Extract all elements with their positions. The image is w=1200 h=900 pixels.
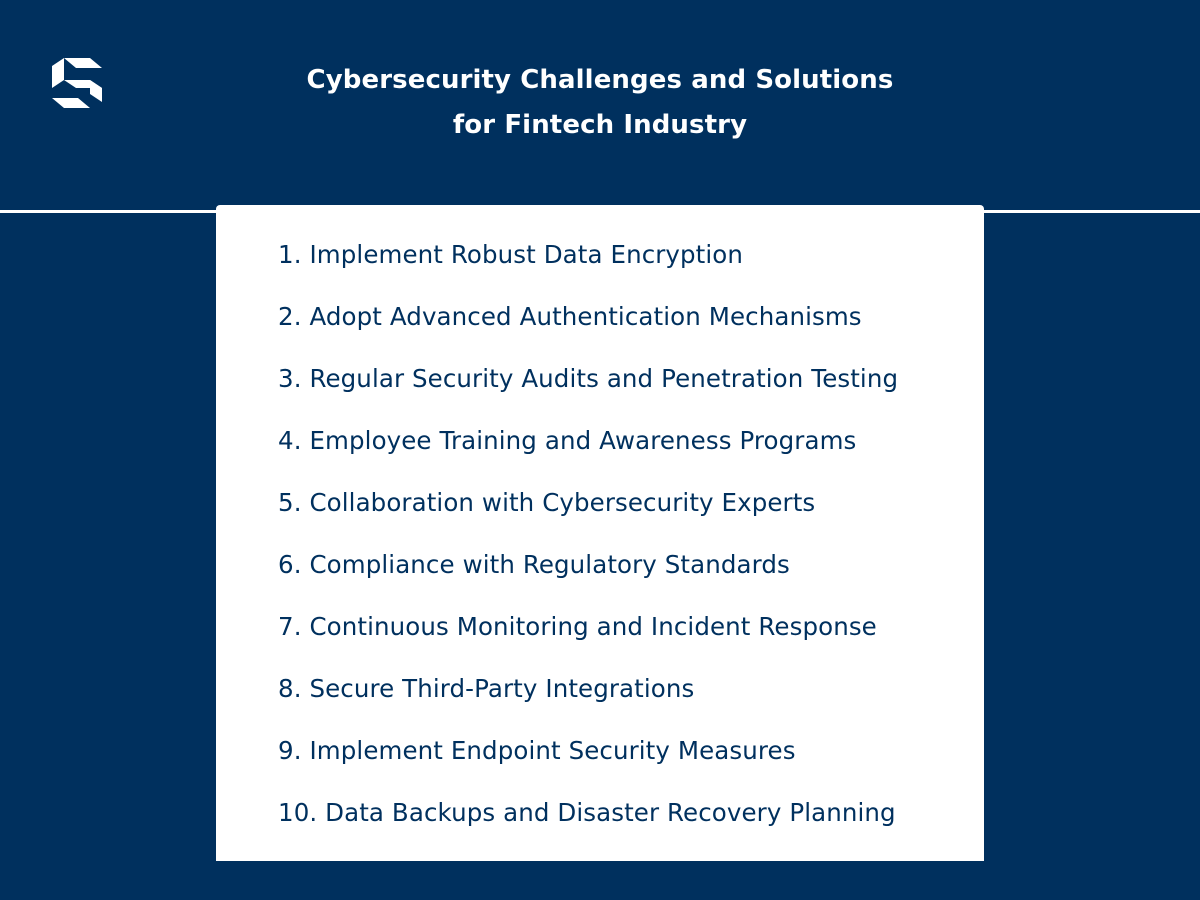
page-title-line-1: Cybersecurity Challenges and Solutions xyxy=(306,65,894,95)
solutions-card xyxy=(216,205,984,861)
page-title xyxy=(0,58,1200,148)
solution-item-5: 5. Collaboration with Cybersecurity Experts xyxy=(278,488,816,517)
solution-item-1: 1. Implement Robust Data Encryption xyxy=(278,240,744,269)
solution-item-2: 2. Adopt Advanced Authentication Mechanisms xyxy=(278,302,862,331)
solution-item-6: 6. Compliance with Regulatory Standards xyxy=(278,550,790,579)
solution-item-8: 8. Secure Third-Party Integrations xyxy=(278,674,695,703)
solution-item-7: 7. Continuous Monitoring and Incident Response xyxy=(278,612,877,641)
solution-item-9: 9. Implement Endpoint Security Measures xyxy=(278,736,796,765)
solutions-list xyxy=(278,235,898,855)
solution-item-3: 3. Regular Security Audits and Penetration Testing xyxy=(278,364,899,393)
solution-item-10: 10. Data Backups and Disaster Recovery Planning xyxy=(278,798,896,827)
page-title-line-2: for Fintech Industry xyxy=(452,110,748,140)
solution-item-4: 4. Employee Training and Awareness Programs xyxy=(278,426,857,455)
